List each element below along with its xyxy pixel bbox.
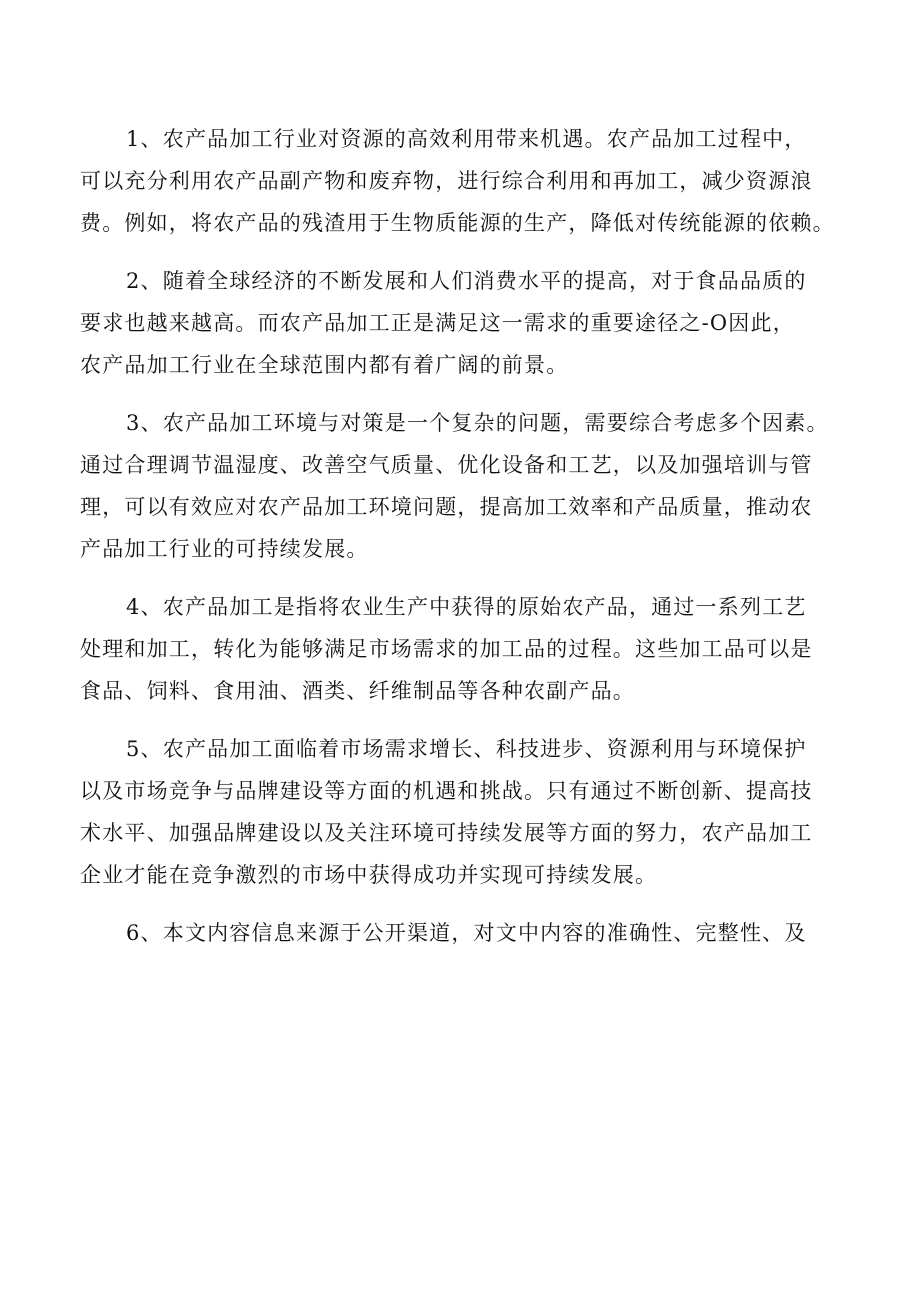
text-line: 1、农产品加工行业对资源的高效利用带来机遇。农产品加工过程中，	[126, 127, 807, 151]
text-line: 6、本文内容信息来源于公开渠道，对文中内容的准确性、完整性、及	[126, 921, 807, 945]
text-line: 产品加工行业的可持续发展。	[80, 537, 369, 561]
paragraph-1	[80, 118, 850, 244]
text-line: 要求也越来越高。而农产品加工正是满足这一需求的重要途径之-O因此，	[80, 311, 795, 335]
text-line: 4、农产品加工是指将农业生产中获得的原始农产品，通过一系列工艺	[126, 595, 807, 619]
text-line: 农产品加工行业在全球范围内都有着广阔的前景。	[80, 353, 569, 377]
text-line: 5、农产品加工面临着市场需求增长、科技进步、资源利用与环境保护	[126, 737, 807, 761]
paragraph-2	[80, 260, 850, 386]
paragraph-gap	[80, 386, 850, 402]
text-line: 2、随着全球经济的不断发展和人们消费水平的提高，对于食品品质的	[126, 269, 807, 293]
paragraph-3	[80, 402, 850, 570]
text-line: 术水平、加强品牌建设以及关注环境可持续发展等方面的努力，农产品加工	[80, 821, 813, 845]
paragraph-gap	[80, 896, 850, 912]
text-line: 理，可以有效应对农产品加工环境问题，提高加工效率和产品质量，推动农	[80, 495, 813, 519]
text-line: 费。例如，将农产品的残渣用于生物质能源的生产，降低对传统能源的依赖。	[80, 211, 835, 235]
paragraph-gap	[80, 570, 850, 586]
text-line: 处理和加工，转化为能够满足市场需求的加工品的过程。这些加工品可以是	[80, 637, 813, 661]
text-line: 3、农产品加工环境与对策是一个复杂的问题，需要综合考虑多个因素。	[126, 411, 829, 435]
paragraph-4	[80, 586, 850, 712]
text-line: 食品、饲料、食用油、酒类、纤维制品等各种农副产品。	[80, 679, 635, 703]
paragraph-gap	[80, 712, 850, 728]
document-body	[80, 118, 850, 954]
text-line: 通过合理调节温湿度、改善空气质量、优化设备和工艺，以及加强培训与管	[80, 453, 813, 477]
paragraph-gap	[80, 244, 850, 260]
paragraph-6	[80, 912, 850, 954]
text-line: 以及市场竞争与品牌建设等方面的机遇和挑战。只有通过不断创新、提高技	[80, 779, 813, 803]
text-line: 可以充分利用农产品副产物和废弃物，进行综合利用和再加工，减少资源浪	[80, 169, 813, 193]
paragraph-5	[80, 728, 850, 896]
text-line: 企业才能在竞争激烈的市场中获得成功并实现可持续发展。	[80, 863, 658, 887]
